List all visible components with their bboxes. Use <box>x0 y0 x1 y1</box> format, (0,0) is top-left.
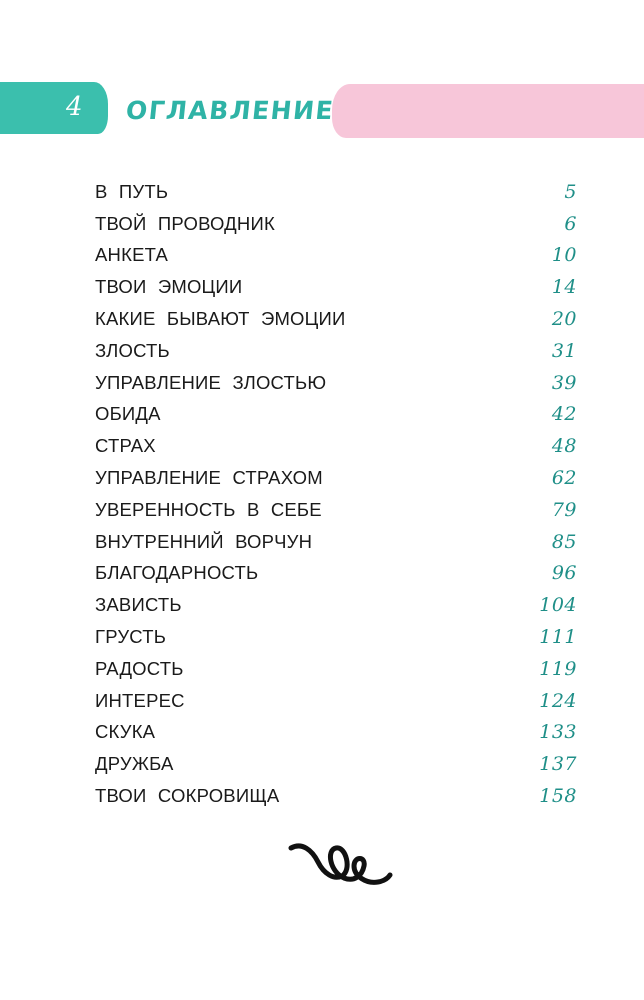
toc-entry-page: 48 <box>551 435 577 458</box>
toc-entry-page: 6 <box>564 212 577 235</box>
toc-row[interactable] <box>95 717 577 749</box>
toc-entry-page: 119 <box>539 657 577 680</box>
toc-entry-page: 14 <box>551 276 577 299</box>
toc-entry-page: 42 <box>551 403 577 426</box>
pink-brush-stroke <box>332 84 644 138</box>
toc-entry-title: РАДОСТЬ <box>95 657 184 679</box>
toc-entry-page: 20 <box>551 308 577 331</box>
toc-entry-title: ЗАВИСТЬ <box>95 594 182 616</box>
toc-entry-page: 158 <box>539 785 577 808</box>
toc-row[interactable] <box>95 240 577 272</box>
toc-entry-title: КАКИЕ БЫВАЮТ ЭМОЦИИ <box>95 308 346 330</box>
flourish-icon <box>288 832 394 892</box>
toc-row[interactable] <box>95 653 577 685</box>
toc-row[interactable] <box>95 335 577 367</box>
toc-entry-title: ОБИДА <box>95 403 161 425</box>
page-title: ОГЛАВЛЕНИЕ <box>124 96 336 125</box>
toc-entry-title: БЛАГОДАРНОСТЬ <box>95 562 259 584</box>
toc-row[interactable] <box>95 780 577 812</box>
toc-row[interactable] <box>95 208 577 240</box>
toc-entry-title: ВНУТРЕННИЙ ВОРЧУН <box>95 530 313 552</box>
toc-row[interactable] <box>95 430 577 462</box>
toc-entry-page: 96 <box>551 562 577 585</box>
toc-entry-title: ТВОИ СОКРОВИЩА <box>95 785 280 807</box>
toc-entry-title: УПРАВЛЕНИЕ СТРАХОМ <box>95 467 323 489</box>
toc-row[interactable] <box>95 621 577 653</box>
toc-entry-title: УПРАВЛЕНИЕ ЗЛОСТЬЮ <box>95 371 327 393</box>
toc-row[interactable] <box>95 367 577 399</box>
toc-entry-page: 39 <box>551 371 577 394</box>
toc-entry-page: 133 <box>539 721 577 744</box>
toc-entry-page: 137 <box>539 753 577 776</box>
table-of-contents <box>95 176 577 812</box>
toc-entry-title: АНКЕТА <box>95 244 169 266</box>
toc-row[interactable] <box>95 748 577 780</box>
toc-entry-title: ИНТЕРЕС <box>95 689 185 711</box>
toc-row[interactable] <box>95 462 577 494</box>
toc-entry-page: 62 <box>551 467 577 490</box>
toc-entry-title: СТРАХ <box>95 435 156 457</box>
toc-entry-title: СКУКА <box>95 721 156 743</box>
toc-entry-page: 10 <box>551 244 577 267</box>
toc-row[interactable] <box>95 176 577 208</box>
toc-entry-page: 79 <box>551 498 577 521</box>
toc-row[interactable] <box>95 526 577 558</box>
toc-entry-title: ГРУСТЬ <box>95 626 167 648</box>
toc-row[interactable] <box>95 303 577 335</box>
page-number: 4 <box>66 92 83 122</box>
teal-brush-stroke <box>0 82 108 134</box>
toc-row[interactable] <box>95 558 577 590</box>
toc-entry-page: 124 <box>539 689 577 712</box>
toc-entry-title: ТВОЙ ПРОВОДНИК <box>95 212 275 234</box>
toc-row[interactable] <box>95 399 577 431</box>
page-header <box>0 0 644 160</box>
toc-entry-page: 104 <box>539 594 577 617</box>
toc-row[interactable] <box>95 271 577 303</box>
toc-entry-page: 31 <box>551 339 577 362</box>
toc-row[interactable] <box>95 685 577 717</box>
toc-entry-title: ТВОИ ЭМОЦИИ <box>95 276 243 298</box>
toc-entry-title: В ПУТЬ <box>95 180 169 202</box>
toc-entry-page: 111 <box>539 626 577 649</box>
toc-entry-title: ЗЛОСТЬ <box>95 339 170 361</box>
toc-entry-title: ДРУЖБА <box>95 753 174 775</box>
toc-entry-page: 85 <box>551 530 577 553</box>
toc-row[interactable] <box>95 494 577 526</box>
toc-entry-title: УВЕРЕННОСТЬ В СЕБЕ <box>95 498 322 520</box>
toc-entry-page: 5 <box>564 180 577 203</box>
toc-row[interactable] <box>95 589 577 621</box>
